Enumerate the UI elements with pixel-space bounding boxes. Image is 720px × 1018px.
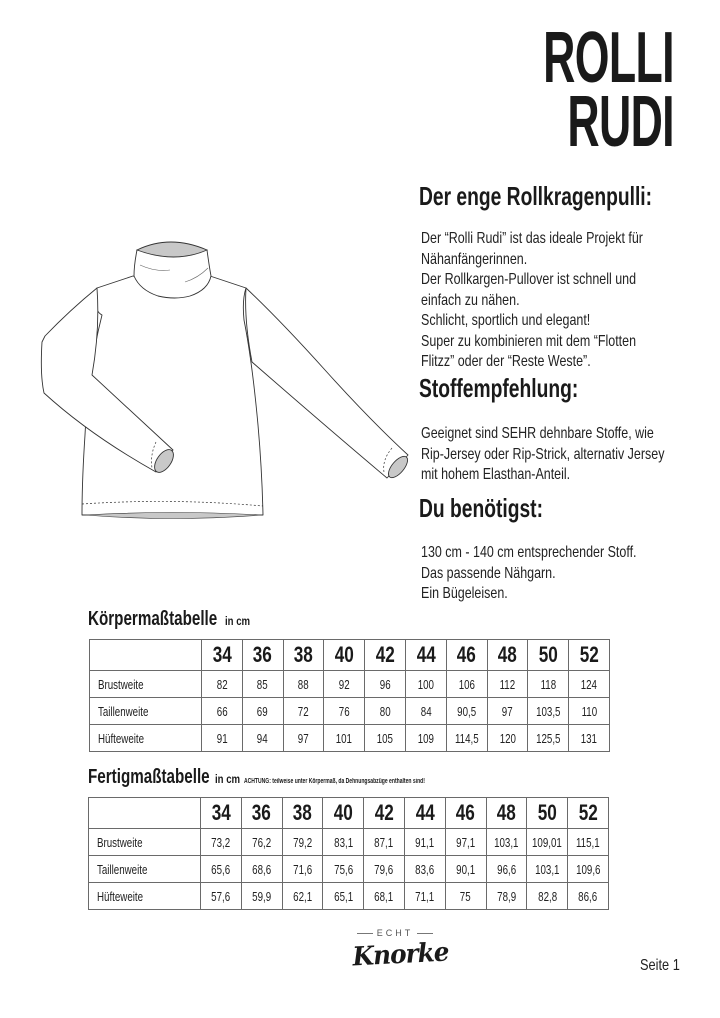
table-row bbox=[89, 856, 609, 883]
row-label: Taillenweite bbox=[98, 703, 149, 719]
measurement-value: 103,5 bbox=[536, 703, 561, 719]
size-label: 34 bbox=[211, 800, 231, 825]
size-header-cell bbox=[364, 798, 405, 829]
fabric-line: Rip-Jersey oder Rip-Strick, alternativ Jersey bbox=[421, 445, 665, 463]
size-header-cell bbox=[365, 640, 406, 671]
measurement-cell bbox=[283, 698, 324, 725]
size-label: 46 bbox=[456, 800, 476, 825]
size-label: 38 bbox=[292, 800, 313, 825]
body-measurement-table bbox=[89, 639, 610, 752]
corner-cell bbox=[89, 798, 201, 829]
table-row bbox=[90, 671, 610, 698]
measurement-cell bbox=[242, 671, 283, 698]
size-header-cell bbox=[201, 798, 242, 829]
row-label: Taillenweite bbox=[97, 861, 148, 877]
fabric-line: Geeignet sind SEHR dehnbare Stoffe, wie bbox=[421, 425, 654, 442]
measurement-value: 68,1 bbox=[374, 888, 394, 904]
intro-line: Super zu kombinieren mit dem “Flotten bbox=[421, 332, 637, 350]
size-header-cell bbox=[324, 640, 365, 671]
measurement-cell bbox=[569, 725, 610, 752]
intro-line: Schlicht, sportlich und elegant! bbox=[421, 312, 591, 329]
final-table-title bbox=[88, 766, 496, 789]
measurement-cell bbox=[486, 856, 527, 883]
measurement-value: 68,6 bbox=[252, 861, 272, 877]
intro-heading: Der enge Rollkragenpulli: bbox=[419, 181, 653, 211]
measurement-value: 92 bbox=[338, 676, 350, 692]
measurement-cell bbox=[404, 829, 445, 856]
measurement-value: 75 bbox=[460, 888, 472, 904]
document-title bbox=[463, 18, 674, 162]
size-header-row bbox=[90, 640, 610, 671]
measurement-cell bbox=[365, 671, 406, 698]
needs-heading: Du benötigst: bbox=[419, 493, 543, 523]
intro-line: Der “Rolli Rudi” ist das ideale Projekt für bbox=[421, 230, 643, 247]
measurement-value: 79,2 bbox=[292, 834, 312, 850]
size-header-cell bbox=[404, 798, 445, 829]
row-label-cell bbox=[90, 671, 202, 698]
fabric-heading: Stoffempfehlung: bbox=[419, 373, 579, 403]
measurement-value: 57,6 bbox=[211, 888, 231, 904]
measurement-cell bbox=[528, 698, 569, 725]
measurement-cell bbox=[446, 671, 487, 698]
row-label: Hüfteweite bbox=[97, 888, 144, 904]
size-label: 50 bbox=[538, 642, 558, 667]
measurement-cell bbox=[445, 883, 486, 910]
measurement-value: 66 bbox=[216, 703, 228, 719]
title-line-2: RUDI bbox=[567, 82, 674, 162]
title-line-1: ROLLI bbox=[543, 18, 674, 98]
measurement-value: 72 bbox=[298, 703, 309, 719]
intro-line: Nähanfängerinnen. bbox=[421, 250, 528, 268]
size-label: 48 bbox=[497, 642, 518, 667]
size-label: 44 bbox=[416, 642, 436, 667]
measurement-cell bbox=[323, 883, 364, 910]
measurement-cell bbox=[324, 698, 365, 725]
measurement-cell bbox=[323, 829, 364, 856]
measurement-cell bbox=[446, 725, 487, 752]
size-label: 34 bbox=[212, 642, 232, 667]
measurement-value: 82 bbox=[216, 676, 228, 692]
needs-line: Ein Bügeleisen. bbox=[421, 585, 508, 602]
intro-line: Flitzz” oder der “Reste Weste”. bbox=[421, 353, 591, 370]
measurement-cell bbox=[487, 698, 528, 725]
table-row bbox=[90, 698, 610, 725]
measurement-cell bbox=[241, 829, 282, 856]
measurement-value: 83,1 bbox=[333, 834, 353, 850]
measurement-value: 97,1 bbox=[456, 834, 476, 850]
page-number: Seite 1 bbox=[640, 957, 680, 974]
measurement-value: 96 bbox=[379, 676, 391, 692]
measurement-value: 106 bbox=[458, 676, 475, 692]
measurement-value: 87,1 bbox=[374, 834, 394, 850]
measurement-cell bbox=[282, 883, 323, 910]
row-label-cell bbox=[90, 725, 202, 752]
measurement-value: 76,2 bbox=[252, 834, 272, 850]
measurement-cell bbox=[527, 829, 568, 856]
row-label: Hüfteweite bbox=[98, 730, 145, 746]
sweater-right-sleeve bbox=[246, 288, 408, 478]
measurement-cell bbox=[568, 829, 609, 856]
measurement-cell bbox=[202, 671, 243, 698]
measurement-cell bbox=[282, 856, 323, 883]
measurement-cell bbox=[528, 725, 569, 752]
size-label: 42 bbox=[375, 642, 395, 667]
size-header-cell bbox=[569, 640, 610, 671]
measurement-value: 103,1 bbox=[535, 861, 560, 877]
size-label: 52 bbox=[579, 642, 599, 667]
measurement-cell bbox=[201, 829, 242, 856]
measurement-cell bbox=[242, 698, 283, 725]
size-header-cell bbox=[527, 798, 568, 829]
measurement-value: 65,6 bbox=[211, 861, 231, 877]
measurement-cell bbox=[486, 883, 527, 910]
size-header-cell bbox=[242, 640, 283, 671]
size-label: 38 bbox=[293, 642, 314, 667]
corner-cell bbox=[90, 640, 202, 671]
size-header-cell bbox=[487, 640, 528, 671]
measurement-cell bbox=[283, 671, 324, 698]
measurement-cell bbox=[487, 671, 528, 698]
measurement-value: 80 bbox=[379, 703, 391, 719]
measurement-value: 97 bbox=[298, 730, 309, 746]
size-header-cell bbox=[446, 640, 487, 671]
size-label: 44 bbox=[415, 800, 435, 825]
measurement-cell bbox=[324, 725, 365, 752]
size-label: 40 bbox=[333, 800, 353, 825]
measurement-cell bbox=[202, 698, 243, 725]
size-label: 36 bbox=[253, 642, 273, 667]
measurement-cell bbox=[201, 856, 242, 883]
size-label: 46 bbox=[457, 642, 477, 667]
measurement-value: 65,1 bbox=[333, 888, 353, 904]
measurement-cell bbox=[404, 856, 445, 883]
measurement-value: 79,6 bbox=[374, 861, 394, 877]
measurement-value: 76 bbox=[338, 703, 350, 719]
measurement-value: 69 bbox=[257, 703, 269, 719]
table-row bbox=[89, 829, 609, 856]
measurement-cell bbox=[568, 883, 609, 910]
measurement-value: 100 bbox=[417, 676, 435, 692]
measurement-value: 59,9 bbox=[252, 888, 272, 904]
body-table-unit: in cm bbox=[224, 614, 250, 628]
measurement-cell bbox=[365, 698, 406, 725]
measurement-cell bbox=[323, 856, 364, 883]
intro-line: Der Rollkargen-Pullover ist schnell und bbox=[421, 271, 637, 288]
table-row bbox=[89, 883, 609, 910]
size-label: 52 bbox=[578, 800, 598, 825]
size-header-row bbox=[89, 798, 609, 829]
measurement-cell bbox=[445, 829, 486, 856]
measurement-value: 82,8 bbox=[537, 888, 557, 904]
measurement-value: 109,6 bbox=[575, 861, 601, 877]
size-label: 40 bbox=[334, 642, 354, 667]
measurement-value: 131 bbox=[580, 730, 598, 746]
measurement-value: 84 bbox=[420, 703, 432, 719]
logo-main-text: Knorke bbox=[351, 937, 450, 973]
row-label: Brustweite bbox=[97, 834, 143, 850]
size-label: 42 bbox=[374, 800, 394, 825]
measurement-value: 120 bbox=[499, 730, 516, 746]
measurement-value: 90,1 bbox=[456, 861, 476, 877]
row-label: Brustweite bbox=[98, 676, 144, 692]
measurement-cell bbox=[405, 671, 446, 698]
measurement-value: 124 bbox=[580, 676, 598, 692]
size-header-cell bbox=[568, 798, 609, 829]
measurement-cell bbox=[241, 883, 282, 910]
measurement-value: 71,6 bbox=[292, 861, 312, 877]
measurement-cell bbox=[202, 725, 243, 752]
size-header-cell bbox=[323, 798, 364, 829]
measurement-value: 97 bbox=[502, 703, 513, 719]
measurement-cell bbox=[446, 698, 487, 725]
measurement-cell bbox=[201, 883, 242, 910]
measurement-cell bbox=[487, 725, 528, 752]
size-header-cell bbox=[486, 798, 527, 829]
measurement-cell bbox=[405, 725, 446, 752]
measurement-value: 91 bbox=[216, 730, 228, 746]
measurement-value: 88 bbox=[298, 676, 309, 692]
needs-line: Das passende Nähgarn. bbox=[421, 564, 556, 582]
size-header-cell bbox=[202, 640, 243, 671]
measurement-value: 118 bbox=[540, 676, 557, 692]
measurement-value: 75,6 bbox=[333, 861, 353, 877]
measurement-value: 62,1 bbox=[292, 888, 312, 904]
measurement-cell bbox=[324, 671, 365, 698]
measurement-cell bbox=[569, 698, 610, 725]
measurement-value: 94 bbox=[257, 730, 269, 746]
logo-small-text: ECHT bbox=[350, 928, 440, 938]
measurement-cell bbox=[364, 883, 405, 910]
size-header-cell bbox=[445, 798, 486, 829]
fabric-line: mit hohem Elasthan-Anteil. bbox=[421, 466, 571, 483]
intro-line: einfach zu nähen. bbox=[421, 291, 520, 309]
body-table-heading: Körpermaßtabelle bbox=[88, 608, 218, 630]
size-label: 48 bbox=[496, 800, 517, 825]
measurement-value: 109,01 bbox=[532, 834, 563, 850]
intro-text bbox=[421, 229, 643, 373]
measurement-cell bbox=[365, 725, 406, 752]
measurement-cell bbox=[405, 698, 446, 725]
measurement-value: 86,6 bbox=[578, 888, 598, 904]
measurement-value: 90,5 bbox=[457, 703, 477, 719]
measurement-cell bbox=[404, 883, 445, 910]
table-row bbox=[90, 725, 610, 752]
measurement-value: 83,6 bbox=[415, 861, 435, 877]
measurement-cell bbox=[486, 829, 527, 856]
turtleneck-sweater-icon bbox=[30, 210, 420, 530]
measurement-cell bbox=[241, 856, 282, 883]
size-header-cell bbox=[405, 640, 446, 671]
measurement-cell bbox=[364, 856, 405, 883]
measurement-cell bbox=[283, 725, 324, 752]
size-label: 36 bbox=[252, 800, 272, 825]
measurement-value: 73,2 bbox=[211, 834, 231, 850]
finished-measurement-table bbox=[88, 797, 609, 910]
measurement-value: 103,1 bbox=[494, 834, 519, 850]
measurement-cell bbox=[364, 829, 405, 856]
measurement-cell bbox=[445, 856, 486, 883]
row-label-cell bbox=[90, 698, 202, 725]
final-table-note: ACHTUNG: teilweise unter Körpermaß, da Dehnungsabzüge enthalten sind! bbox=[244, 778, 426, 785]
echt-knorke-logo bbox=[330, 928, 460, 978]
row-label-cell bbox=[89, 856, 201, 883]
size-header-cell bbox=[283, 640, 324, 671]
size-header-cell bbox=[282, 798, 323, 829]
measurement-cell bbox=[569, 671, 610, 698]
measurement-cell bbox=[527, 883, 568, 910]
measurement-value: 96,6 bbox=[496, 861, 516, 877]
needs-line: 130 cm - 140 cm entsprechender Stoff. bbox=[421, 544, 637, 561]
measurement-cell bbox=[528, 671, 569, 698]
measurement-value: 110 bbox=[581, 703, 597, 719]
fabric-text bbox=[421, 424, 664, 486]
measurement-value: 109 bbox=[417, 730, 435, 746]
row-label-cell bbox=[89, 829, 201, 856]
final-table-heading: Fertigmaßtabelle bbox=[88, 766, 210, 788]
measurement-value: 115,1 bbox=[576, 834, 600, 850]
size-header-cell bbox=[528, 640, 569, 671]
measurement-cell bbox=[242, 725, 283, 752]
measurement-cell bbox=[568, 856, 609, 883]
needs-text bbox=[421, 543, 637, 605]
measurement-value: 125,5 bbox=[536, 730, 561, 746]
measurement-value: 71,1 bbox=[415, 888, 435, 904]
final-table-unit: in cm bbox=[214, 772, 240, 786]
measurement-value: 105 bbox=[376, 730, 394, 746]
measurement-value: 112 bbox=[499, 676, 516, 692]
measurement-value: 114,5 bbox=[454, 730, 479, 746]
measurement-cell bbox=[527, 856, 568, 883]
measurement-value: 85 bbox=[257, 676, 269, 692]
size-label: 50 bbox=[537, 800, 557, 825]
size-header-cell bbox=[241, 798, 282, 829]
measurement-value: 91,1 bbox=[415, 834, 435, 850]
measurement-value: 101 bbox=[336, 730, 353, 746]
row-label-cell bbox=[89, 883, 201, 910]
body-table-title bbox=[88, 608, 256, 631]
measurement-cell bbox=[282, 829, 323, 856]
measurement-value: 78,9 bbox=[496, 888, 516, 904]
